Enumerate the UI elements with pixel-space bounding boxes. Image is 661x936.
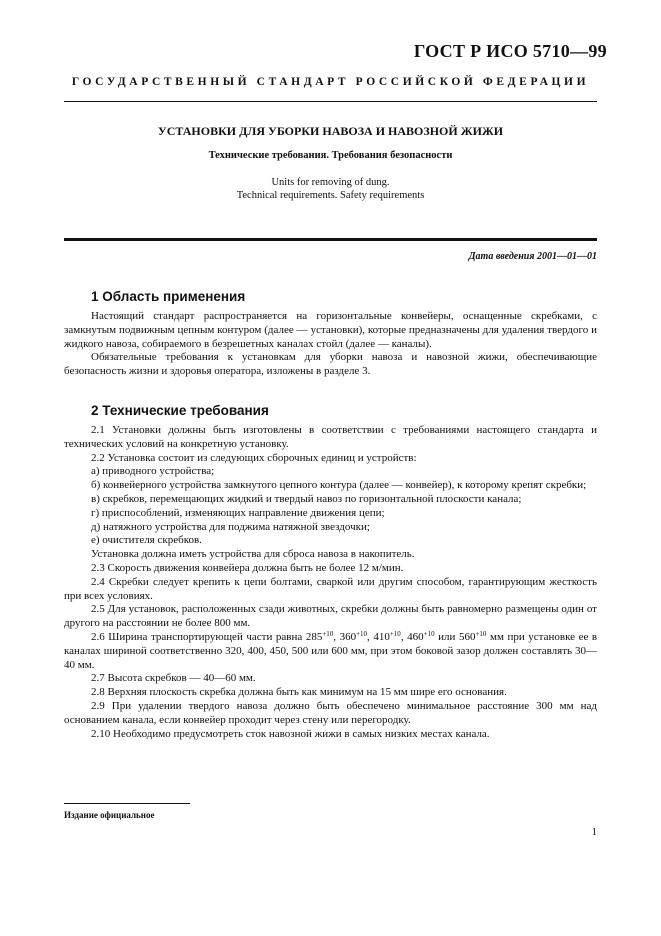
width-value: 410 [373,630,390,643]
section-1-paragraph: Настоящий стандарт распространяется на горизонтальные конвейеры, оснащенные скребками, с замкнутым подвижным цепным контуром (далее — установки), которые предназначены для удаления твердого и жидкого навоза, собираемого в безрешетных каналах стойл (далее — каналы). [64,310,597,350]
english-title [64,177,597,202]
clause-2-7: 2.7 Высота скребков — 40—60 мм. [91,672,256,685]
section-2-heading: 2 Технические требования [91,403,269,418]
state-standard-banner: ГОСУДАРСТВЕННЫЙ СТАНДАРТ РОССИЙСКОЙ ФЕДЕРАЦИИ [71,76,590,88]
separator: , [400,630,404,643]
tolerance: +10 [356,629,368,638]
section-2-body [64,424,597,741]
list-item: д) натяжного устройства для поджима натяжной звездочки; [91,520,370,533]
separator: , [367,630,370,643]
clause-2-8: 2.8 Верхняя плоскость скребка должна быть как минимум на 15 мм шире его основания. [91,686,507,699]
document-code: ГОСТ Р ИСО 5710—99 [413,41,607,61]
section-1-body [64,310,597,379]
list-item: г) приспособлений, изменяющих направление движения цепи; [91,506,385,519]
tolerance: +10 [322,629,334,638]
clause-2-1: 2.1 Установки должны быть изготовлены в соответствии с требованиями настоящего стандарта и технических условий на конкретную установку. [64,424,597,450]
list-item: в) скребков, перемещающих жидкий и твердый навоз по горизонтальной плоскости канала; [91,492,522,505]
document-subtitle: Технические требования. Требования безопасности [208,150,453,161]
title-divider [64,238,597,241]
list-item: а) приводного устройства; [91,465,215,478]
clause-2-10: 2.10 Необходимо предусмотреть сток навозной жижи в самых низких местах канала. [91,727,490,740]
clause-2-5: 2.5 Для установок, расположенных сзади животных, скребки должны быть равномерно размещены один от другого на расстоянии не более 800 мм. [64,603,597,630]
width-value: 285 [305,630,323,643]
tolerance: +10 [389,629,401,638]
footer-divider [64,803,190,804]
tolerance: +10 [423,629,435,638]
separator: , [333,630,337,643]
clause-2-4: 2.4 Скребки следует крепить к цепи болтами, сваркой или другим способом, гарантирующим жесткость при всех условиях. [64,575,597,602]
list-item: б) конвейерного устройства замкнутого цепного контура (далее — конвейер), к которому крепят скребки; [91,479,587,492]
clause-2-6-lead: 2.6 Ширина транспортирующей части равна [91,630,303,643]
clause-2-2-tail: Установка должна иметь устройства для сброса навоза в накопитель. [91,548,415,561]
header-divider [64,101,597,102]
official-edition-label: Издание официальное [64,810,155,820]
english-title-line1: Units for removing of dung. [271,177,390,188]
section-1-paragraph: Обязательные требования к установкам для уборки навоза и навозной жижи, обеспечивающие безопасность жизни и здоровья оператора, изложены в разделе 3. [64,351,597,378]
clause-2-6 [64,631,597,672]
width-value: 460 [407,630,424,643]
document-title: УСТАНОВКИ ДЛЯ УБОРКИ НАВОЗА И НАВОЗНОЙ ЖИЖИ [157,124,504,138]
list-item: е) очистителя скребков. [91,534,202,547]
tolerance: +10 [475,629,487,638]
width-value: 360 [339,630,357,643]
introduction-date: Дата введения 2001—01—01 [468,251,597,262]
english-title-line2: Technical requirements. Safety requirements [236,189,425,201]
clause-2-3: 2.3 Скорость движения конвейера должна быть не более 12 м/мин. [91,561,404,574]
clause-2-2: 2.2 Установка состоит из следующих сборочных единиц и устройств: [91,451,417,464]
section-1-heading: 1 Область применения [91,289,246,304]
unit: мм [489,630,504,643]
or-word: или [438,630,456,643]
clause-2-6-tail: при установке ее в каналах шириной соответственно 320, 400, 450, 500 или 600 мм, при этом боковой зазор должен составлять 30—40 мм. [64,630,598,671]
width-value: 560 [458,630,476,643]
page-number: 1 [591,826,597,838]
clause-2-9: 2.9 При удалении твердого навоза должно быть обеспечено минимальное расстояние 300 мм над основанием канала, если конвейер проходит через стену или перегородку. [64,699,597,726]
